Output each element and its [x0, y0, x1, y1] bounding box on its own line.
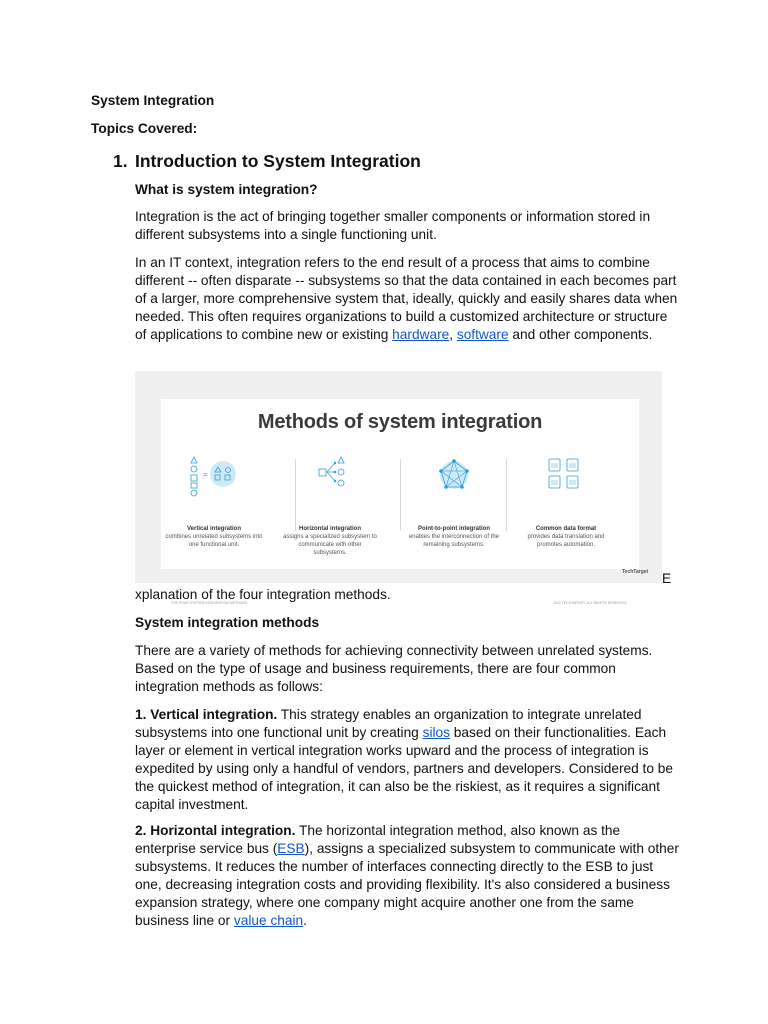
paragraph-text: based on their functionalities. Each layer or element in vertical integration works upward and the process of integration is expedited by using only a handful of vendors, partners and developers. Considered to be the quickest method of integration, it can also be the riskiest, as it requires a significant capital investment.: [135, 725, 673, 812]
paragraph-text: and other components.: [508, 327, 653, 342]
figure-column-vertical: [161, 455, 267, 565]
paragraph-intro: Integration is the act of bringing together smaller components or information stored in different subsystems into a single functioning unit.: [135, 209, 651, 242]
section-title: Introduction to System Integration: [135, 151, 421, 171]
question-heading: What is system integration?: [135, 182, 318, 197]
figure-column-heading: Common data format: [535, 526, 597, 532]
figure-column-horizontal: [277, 455, 383, 565]
figure-column-heading: Horizontal integration: [299, 526, 361, 532]
techtarget-logo: TechTarget: [622, 569, 649, 575]
esb-link[interactable]: ESB: [277, 841, 305, 856]
topics-label: Topics Covered:: [91, 121, 198, 136]
figure-column-common-data: [513, 455, 619, 565]
common-data-format-icon: [513, 455, 619, 499]
caption-first-letter: E: [662, 571, 672, 586]
figure-column-heading: Point-to-point integration: [418, 526, 490, 532]
paragraph-text: In an IT context, integration refers to the end result of a process that aims to combine different -- often disparate -- subsystems so that the data contained in each becomes part of a larger, more comprehensive system that, ideally, quickly and easily shares data when needed. This often requires organizations to build a customized architecture or structure of applications to combine new or existing: [135, 255, 678, 342]
figure-credit: 2022 TECHTARGET. ALL RIGHTS RESERVED: [553, 601, 627, 605]
paragraph-text: ,: [449, 327, 457, 342]
doc-title: System Integration: [91, 93, 215, 108]
item-label: 2. Horizontal integration.: [135, 823, 296, 838]
figure-divider: [506, 459, 507, 531]
silos-link[interactable]: silos: [422, 725, 450, 740]
figure-column-description: combines unrelated subsystems into one functional unit.: [165, 534, 263, 548]
vertical-integration-icon: [161, 455, 267, 499]
svg-text:=: =: [203, 470, 208, 479]
item-label: 1. Vertical integration.: [135, 707, 278, 722]
paragraph-text: The horizontal integration method, also known as the enterprise service bus (: [135, 823, 621, 856]
section-number: 1.: [113, 151, 128, 171]
value-chain-link[interactable]: value chain: [233, 913, 304, 928]
figure-column-point-to-point: [401, 455, 507, 565]
methods-heading: System integration methods: [135, 615, 320, 630]
point-to-point-icon: [401, 455, 507, 499]
figure-caption: xplanation of the four integration methods.: [135, 587, 391, 602]
figure-column-heading: Vertical integration: [186, 526, 241, 532]
software-link[interactable]: software: [456, 327, 509, 342]
paragraph-it-context: [135, 254, 680, 344]
paragraph-text: This strategy enables an organization to integrate unrelated subsystems into one functional unit by creating: [135, 707, 642, 740]
figure-column-description: assigns a specialized subsystem to communicate with other subsystems.: [283, 534, 377, 556]
figure-column-description: provides data translation and promotes automation.: [527, 534, 605, 548]
figure-footnote: THE FOUR SYSTEM INTEGRATION METHODS: [171, 601, 248, 605]
paragraph-horizontal-integration: [135, 822, 680, 930]
paragraph-text: ), assigns a specialized subsystem to communicate with other subsystems. It reduces the number of interfaces connecting directly to the ESB to just one, decreasing integration costs and providing flexibility. It's also considered a business expansion strategy, where one company might acquire another one from the same business line or: [135, 841, 679, 928]
figure-column-description: enables the interconnection of the remaining subsystems.: [408, 534, 500, 548]
figure-title: Methods of system integration: [257, 411, 543, 433]
paragraph-methods-intro: There are a variety of methods for achieving connectivity between unrelated systems. Based on the type of usage and business requirements, there are four common integration methods as follows:: [135, 643, 653, 694]
paragraph-text: .: [303, 913, 307, 928]
hardware-link[interactable]: hardware: [392, 327, 450, 342]
paragraph-vertical-integration: [135, 706, 680, 814]
horizontal-integration-icon: [277, 455, 383, 499]
